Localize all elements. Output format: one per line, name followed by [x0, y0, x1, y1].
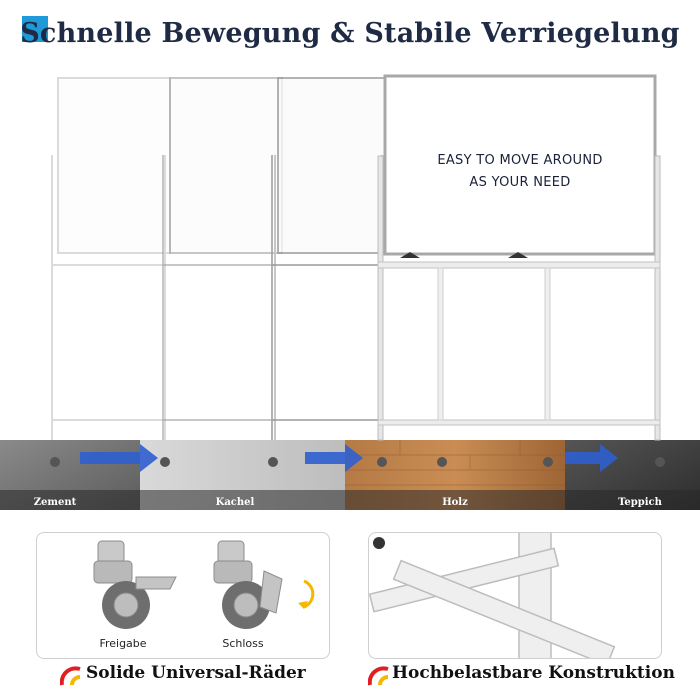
board-text-line2: AS YOUR NEED: [469, 175, 571, 190]
ghost-board-1: [52, 78, 170, 440]
release-wheel-icon: [94, 541, 176, 629]
whiteboard-scene: [0, 60, 700, 510]
wheels-panel: [36, 532, 330, 659]
floor-label-tile: Kachel: [215, 497, 255, 508]
caption-right-mark: [368, 665, 390, 687]
floor-label-cement: Zement: [33, 497, 77, 508]
main-whiteboard: [378, 76, 660, 440]
floor-label-wood: Holz: [442, 497, 468, 508]
caption-left-mark: [60, 665, 82, 687]
ghost-board-2: [163, 78, 282, 440]
caption-right: Hochbelastbare Konstruktion: [392, 663, 675, 683]
floor-label-carpet: Teppich: [618, 497, 662, 508]
construction-panel: [368, 532, 662, 659]
caption-left: Solide Universal-Räder: [86, 663, 306, 683]
page-title: Schnelle Bewegung & Stabile Verriegelung: [20, 18, 680, 49]
ghost-board-3: [272, 78, 390, 440]
board-text: [410, 150, 630, 194]
lock-label: Schloss: [222, 637, 264, 650]
release-label: Freigabe: [99, 637, 147, 650]
lock-wheel-icon: [214, 541, 313, 629]
board-text-line1: EASY TO MOVE AROUND: [437, 153, 603, 168]
frame-closeup-illustration: [369, 533, 661, 658]
floor-label-band: [0, 490, 700, 510]
